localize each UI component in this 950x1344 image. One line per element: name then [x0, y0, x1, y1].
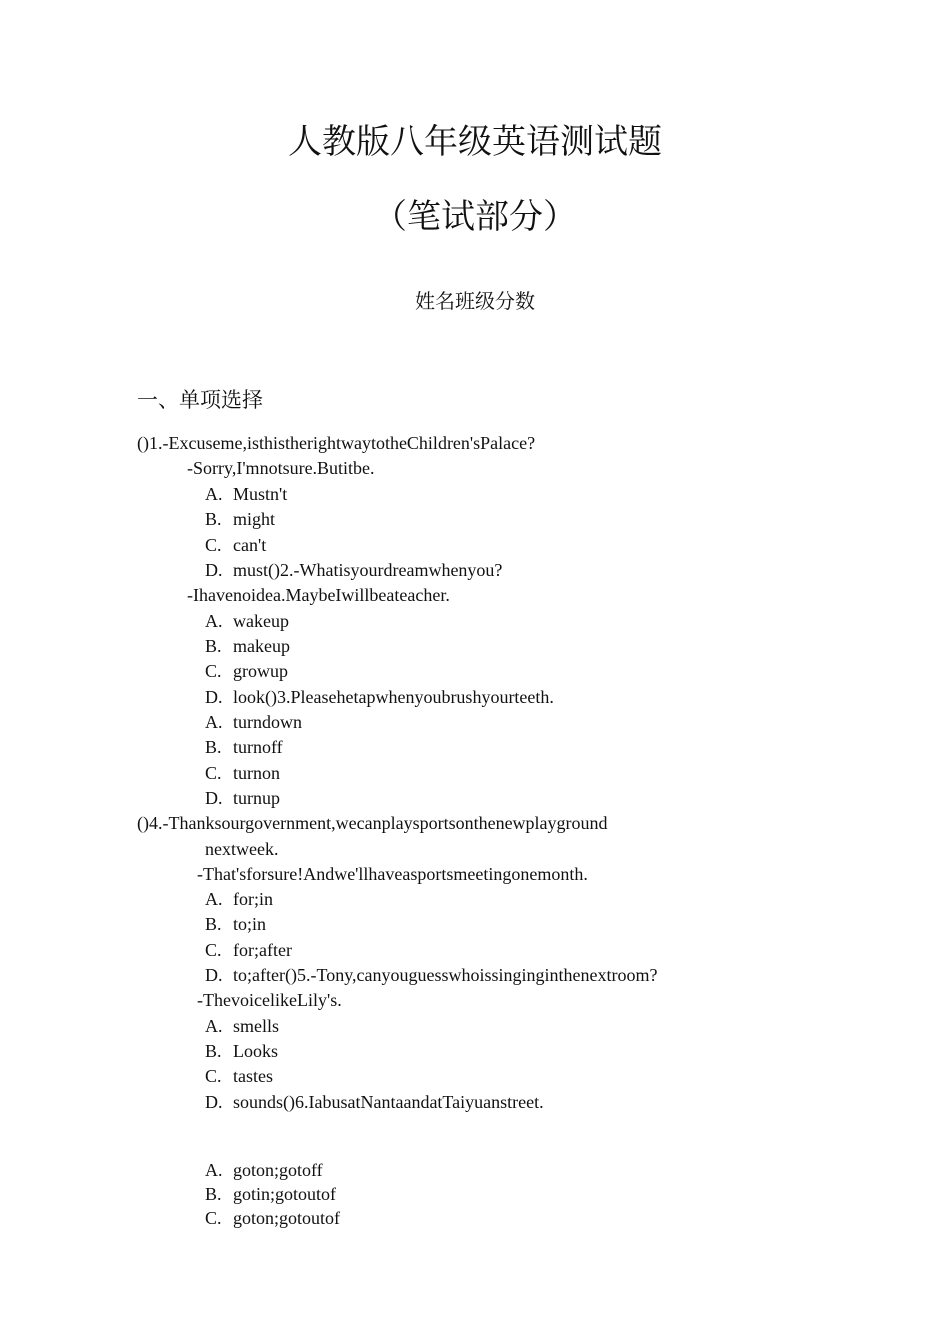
question-4-option-a: A. for;in [205, 889, 273, 909]
section-heading: 一、单项选择 [137, 388, 263, 412]
question-4-dialogue: -That'sforsure!Andwe'llhaveasportsmeetingonemonth. [197, 864, 588, 884]
question-4-continuation: nextweek. [205, 839, 279, 859]
question-6-option-b: B. gotin;gotoutof [205, 1184, 336, 1204]
question-4-option-d: D. to;after()5.-Tony,canyouguesswhoissinginginthenextroom? [205, 965, 658, 985]
question-2-dialogue: -Ihavenoidea.MaybeIwillbeateacher. [187, 585, 450, 605]
document-subtitle: （笔试部分） [373, 199, 577, 236]
question-5-option-d: D. sounds()6.IabusatNantaandatTaiyuanstreet. [205, 1092, 544, 1112]
question-2-option-c: C. growup [205, 661, 288, 681]
student-info-line: 姓名班级分数 [415, 291, 535, 313]
question-4-option-c: C. for;after [205, 940, 292, 960]
question-5-option-c: C. tastes [205, 1066, 273, 1086]
question-2-option-b: B. makeup [205, 636, 290, 656]
question-5-dialogue: -ThevoicelikeLily's. [197, 990, 342, 1010]
question-2-option-d: D. look()3.Pleasehetapwhenyoubrushyourteeth. [205, 687, 554, 707]
question-1: ()1.-Excuseme,isthistherightwaytotheChildren'sPalace? [137, 433, 536, 453]
question-3-option-a: A. turndown [205, 712, 302, 732]
question-4: ()4.-Thanksourgovernment,wecanplaysportsonthenewplayground [137, 813, 608, 833]
question-2-option-a: A. wakeup [205, 611, 289, 631]
question-3-option-b: B. turnoff [205, 737, 283, 757]
question-6-option-c: C. goton;gotoutof [205, 1208, 340, 1228]
question-1-option-d: D. must()2.-Whatisyourdreamwhenyou? [205, 560, 503, 580]
question-5-option-b: B. Looks [205, 1041, 278, 1061]
question-5-option-a: A. smells [205, 1016, 280, 1036]
question-6-option-a: A. goton;gotoff [205, 1160, 323, 1180]
question-3-option-c: C. turnon [205, 763, 280, 783]
question-1-option-c: C. can't [205, 535, 267, 555]
question-1-option-a: A. Mustn't [205, 484, 288, 504]
question-1-option-b: B. might [205, 509, 276, 529]
question-4-option-b: B. to;in [205, 914, 267, 934]
question-1-dialogue: -Sorry,I'mnotsure.Butitbe. [187, 458, 375, 478]
question-3-option-d: D. turnup [205, 788, 280, 808]
document-title: 人教版八年级英语测试题 [288, 124, 662, 161]
